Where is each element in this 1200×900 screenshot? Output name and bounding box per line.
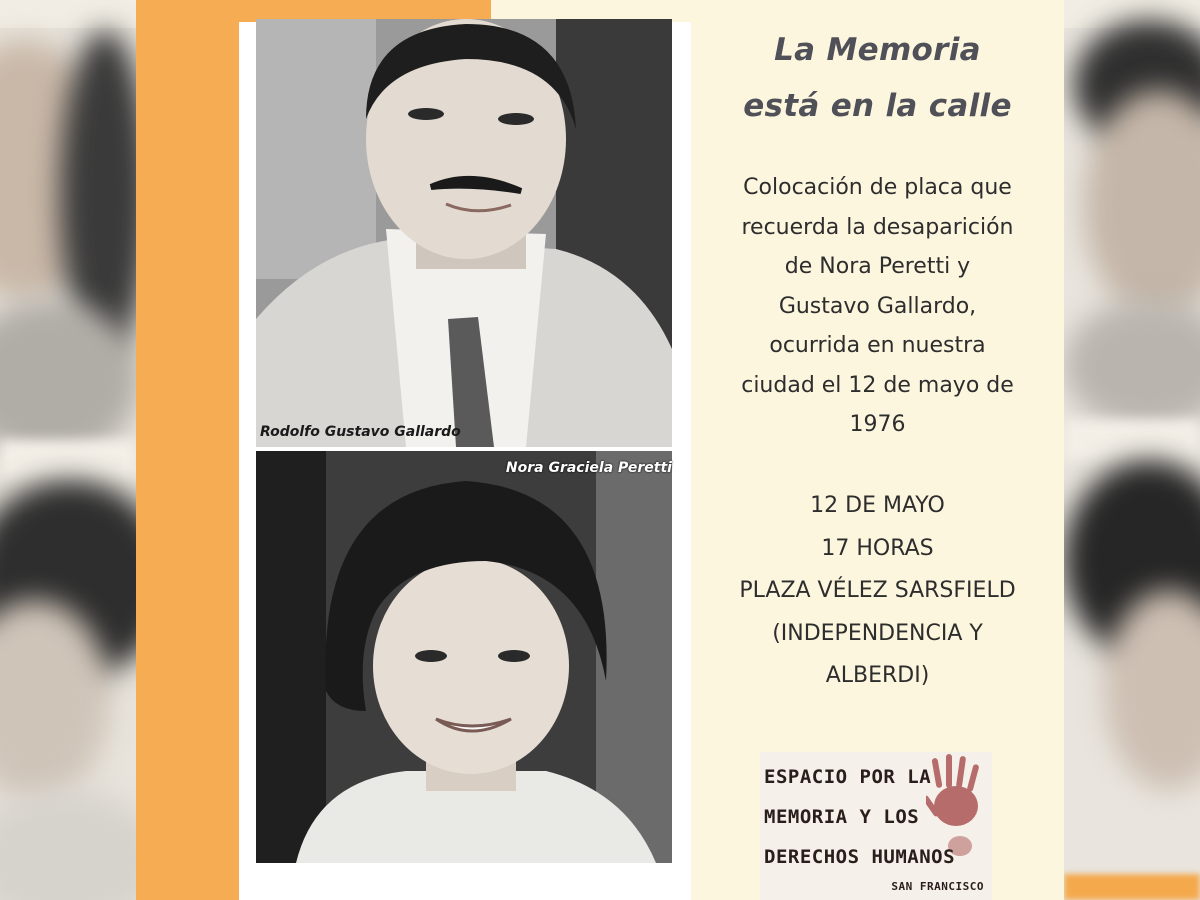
- photo-nora-graciela-peretti: [256, 451, 672, 863]
- left-blurred-background: [0, 0, 136, 900]
- announcement-line: recuerda la desaparición: [741, 214, 1014, 240]
- logo-subtitle: SAN FRANCISCO: [891, 880, 984, 893]
- logo-line-3: DERECHOS HUMANOS: [764, 846, 956, 868]
- photo-rodolfo-gustavo-gallardo: [256, 19, 672, 447]
- event-details: [691, 485, 1064, 698]
- right-blur-body-top: [1064, 300, 1200, 430]
- right-blur-divider: [1064, 420, 1200, 460]
- portrait-man-illustration: [256, 19, 672, 447]
- caption-rodolfo: Rodolfo Gustavo Gallardo: [260, 424, 461, 440]
- announcement-line: de Nora Peretti y: [784, 254, 971, 279]
- announcement-line: Colocación de placa que: [743, 175, 1012, 200]
- event-place: PLAZA VÉLEZ SARSFIELD: [739, 578, 1016, 603]
- event-date: 12 DE MAYO: [810, 493, 945, 518]
- orange-side-band: [136, 0, 239, 900]
- announcement-line: 1976: [849, 412, 906, 437]
- event-address-line-1: (INDEPENDENCIA Y: [772, 620, 983, 646]
- announcement-line: ocurrida en nuestra: [769, 333, 986, 358]
- logo-line-2: MEMORIA Y LOS: [764, 806, 920, 828]
- poster: [136, 0, 1064, 900]
- event-address-line-2: ALBERDI): [825, 663, 930, 688]
- left-blur-divider: [0, 440, 136, 480]
- right-blurred-background: [1064, 0, 1200, 900]
- announcement-text: [701, 168, 1054, 445]
- event-time: 17 HORAS: [821, 535, 934, 561]
- left-blur-top-band: [0, 0, 136, 28]
- logo-line-1: ESPACIO POR LA: [764, 766, 932, 788]
- headline-line-1: La Memoria: [774, 32, 981, 68]
- headline: [691, 22, 1064, 134]
- organization-logo: [760, 752, 992, 900]
- announcement-line: ciudad el 12 de mayo de: [741, 372, 1014, 398]
- headline-line-2: está en la calle: [743, 88, 1012, 124]
- right-blur-orange-band: [1064, 874, 1200, 900]
- caption-nora: Nora Graciela Peretti: [505, 460, 672, 476]
- announcement-line: Gustavo Gallardo,: [778, 293, 977, 319]
- portrait-woman-illustration: [256, 451, 672, 863]
- left-blur-body-bottom: [0, 790, 136, 900]
